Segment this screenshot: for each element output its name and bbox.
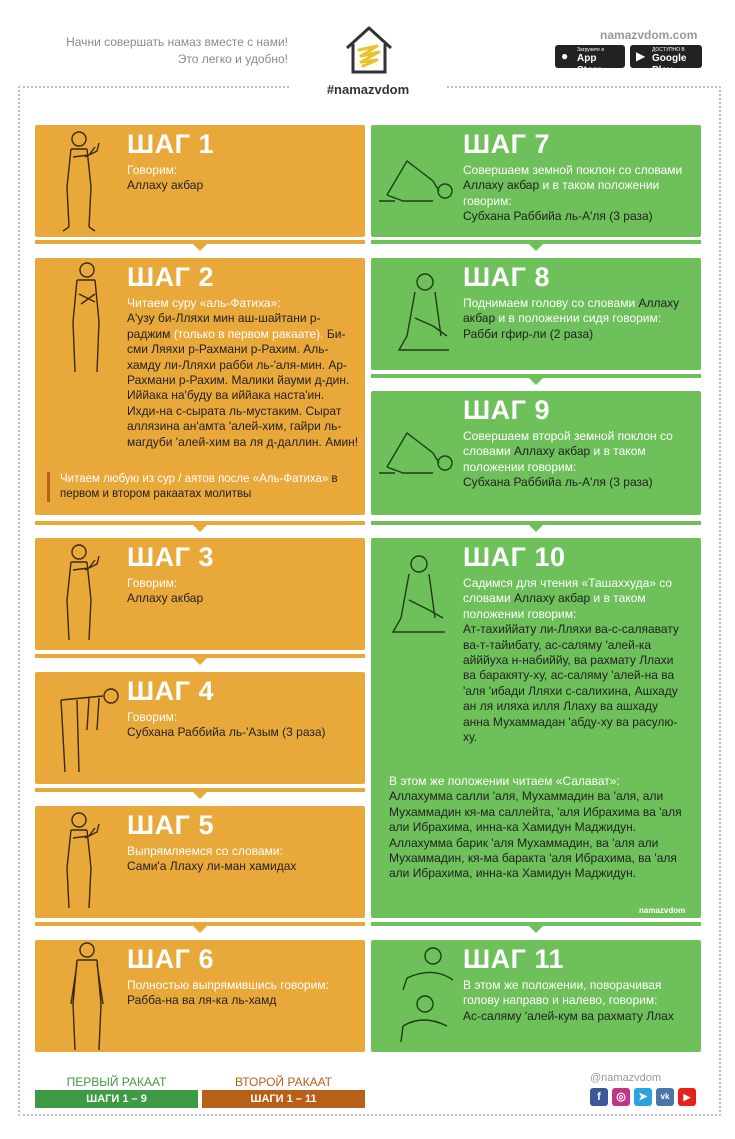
step-10-label-b: и в таком положении говорим: <box>463 591 646 621</box>
play-icon: ▶ <box>636 49 646 63</box>
step-4-label: Говорим: <box>127 710 178 724</box>
step-10-body <box>463 576 687 745</box>
step-11-title: ШАГ 11 <box>463 944 564 974</box>
step-8-card <box>371 258 701 370</box>
vk-icon[interactable]: vk <box>656 1088 674 1106</box>
youtube-icon[interactable]: ▶ <box>678 1088 696 1106</box>
step-7-text: Субхана Раббийа ль-А'ля (3 раза) <box>463 209 653 224</box>
step-5-text: Сами'а Ллаху ли-ман хамидах <box>127 859 297 874</box>
down-arrow-icon <box>192 657 208 665</box>
step-10-label <box>463 576 687 622</box>
instagram-icon[interactable]: ◎ <box>612 1088 630 1106</box>
social-handle: @namazvdom <box>590 1072 662 1084</box>
down-arrow-icon <box>528 524 544 532</box>
step-2-text <box>127 311 359 450</box>
step-10-label-a: Садимся для чтения «Ташаххуда» со словами <box>463 576 673 606</box>
step-5-label: Выпрямляемся со словами: <box>127 844 283 858</box>
step-1-card <box>35 125 365 237</box>
step-8-emphasis: Аллаху акбар <box>463 296 680 326</box>
app-store-button[interactable] <box>555 45 625 76</box>
step-2-extra-note <box>47 472 359 502</box>
step-3-card <box>35 538 365 650</box>
tagline-line-1: Начни совершать намаз вместе с нами! <box>66 35 288 49</box>
step-9-card <box>371 391 701 515</box>
google-play-small: ДОСТУПНО В <box>652 47 685 53</box>
sitting-figure-icon <box>389 266 459 362</box>
step-7-label-a: Совершаем земной поклон со словами <box>463 163 683 177</box>
step-2-text-a: А'узу би-Лляхи мин аш-шайтани р-раджим <box>127 311 321 341</box>
step-7-emphasis: Аллаху акбар <box>463 178 540 193</box>
step-6-label: Полностью выпрямившись говорим: <box>127 978 329 992</box>
step-2-text-b: Би-сми Ляяхи р-Рахмани р-Рахим. Аль-хамду ли-Лляхи рабби ль-'аля-мин. Ар-Рахмани р-Рахим. Малики йауми д-дин. Иййака на'буду ва иййака наста'ин. Ихди-на с-сырата ль-мустаким. Сырат аллязина ан'амта 'алей-хим, гайри ль-магдуби 'алей-хим ва ля д-даллин. Амин! <box>127 326 359 449</box>
step-7-body <box>463 163 685 225</box>
tagline <box>0 34 288 68</box>
salawat-text: Аллахумма салли 'аля, Мухаммадин ва 'аля, али Мухаммадин кя-ма саллейта, 'аля Ибрахима ва 'аля али Ибрахима, инна-ка Хамидун Маджидун. Аллахумма барик 'аля Мухаммадин, ва 'аля али Мухаммадин, кя-ма баракта 'аля Ибрахима, ва 'аля али Ибрахима, инна-ка Хамидун Маджидун. <box>389 789 682 881</box>
step-9-label-a: Совершаем второй земной поклон со словами <box>463 429 673 459</box>
prostration-sujud-figure-icon <box>373 419 461 489</box>
step-3-label: Говорим: <box>127 576 178 590</box>
step-10-emphasis: Аллаху акбар <box>514 591 591 606</box>
step-5-title: ШАГ 5 <box>127 810 214 840</box>
step-11-text: Ас-саляму 'алей-кум ва рахмату Ллах <box>463 1008 674 1023</box>
step-6-text: Рабба-на ва ля-ка ль-хамд <box>127 993 277 1008</box>
step-9-label-b: и в таком положении говорим: <box>463 444 646 474</box>
step-9-title: ШАГ 9 <box>463 395 550 425</box>
watermark: namazvdom <box>639 906 686 915</box>
step-7-label <box>463 163 685 209</box>
telegram-icon[interactable]: ➤ <box>634 1088 652 1106</box>
down-arrow-icon <box>192 524 208 532</box>
tagline-line-2: Это легко и удобно! <box>177 52 288 66</box>
step-7-title: ШАГ 7 <box>463 129 550 159</box>
step-10-title: ШАГ 10 <box>463 542 566 572</box>
google-play-label: Google Play <box>652 53 687 76</box>
apple-icon: ● <box>561 49 569 63</box>
step-3-text: Аллаху акбар <box>127 591 204 606</box>
google-play-button[interactable] <box>630 45 702 76</box>
step-2-note-white: Читаем любую из сур / аятов после «Аль-Фатиха» <box>60 473 329 485</box>
step-6-body <box>127 978 329 1009</box>
bowing-ruku-figure-icon <box>49 680 125 780</box>
step-4-body <box>127 710 326 741</box>
step-2-note-dark: в первом и втором ракаатах молитвы <box>60 473 338 500</box>
step-8-label-b: и в положении сидя говорим: <box>498 311 662 326</box>
legend-first-rakaat-steps: ШАГИ 1 – 9 <box>35 1090 198 1108</box>
step-2-card <box>35 258 365 515</box>
prostration-sujud-figure-icon <box>373 147 461 217</box>
standing-qiyam-figure-icon <box>59 258 115 378</box>
step-8-title: ШАГ 8 <box>463 262 550 292</box>
step-2-title: ШАГ 2 <box>127 262 214 292</box>
step-6-card <box>35 940 365 1052</box>
step-1-label: Говорим: <box>127 163 178 177</box>
step-6-title: ШАГ 6 <box>127 944 214 974</box>
step-4-text: Субхана Раббийа ль-'Азым (3 раза) <box>127 725 326 740</box>
step-9-body <box>463 429 685 491</box>
step-2-body <box>127 296 359 450</box>
step-10-card <box>371 538 701 918</box>
step-3-body <box>127 576 203 607</box>
step-8-label <box>463 296 685 327</box>
standing-straight-figure-icon <box>61 940 115 1056</box>
rising-figure-icon <box>55 808 115 924</box>
turning-head-figure-icon <box>393 942 457 1050</box>
salawat-body <box>389 774 689 882</box>
down-arrow-icon <box>528 925 544 933</box>
legend-first-rakaat-label: ПЕРВЫЙ РАКААТ <box>66 1075 167 1089</box>
step-9-text: Субхана Раббийа ль-А'ля (3 раза) <box>463 475 653 490</box>
step-9-label <box>463 429 685 475</box>
step-4-card <box>35 672 365 784</box>
step-5-body <box>127 844 296 875</box>
app-store-label: App Store <box>577 53 603 76</box>
down-arrow-icon <box>192 791 208 799</box>
step-2-label: Читаем суру «аль-Фатиха»: <box>127 296 281 310</box>
step-1-title: ШАГ 1 <box>127 129 214 159</box>
standing-takbir-figure-icon <box>55 127 115 243</box>
step-4-title: ШАГ 4 <box>127 676 214 706</box>
step-1-text: Аллаху акбар <box>127 178 204 193</box>
step-11-card <box>371 940 701 1052</box>
app-store-small: Загрузите в <box>577 47 604 53</box>
step-5-card <box>35 806 365 918</box>
step-10-text: Ат-тахиййату ли-Лляхи ва-с-саляавату ва-т-тайибату, ас-саляму 'алей-ка айййуха н-набиййу, ва рахмату Ллахи ва баракяту-ху, ас-саляму 'алей-на ва 'аля 'ибади Лляхи с-салихина, Ашхаду ан ля иляха илля Ллаху ва ашхаду анна Мухаммадан 'абду-ху ва расулю-ху. <box>463 622 679 745</box>
legend-second-rakaat-steps: ШАГИ 1 – 11 <box>202 1090 365 1108</box>
step-1-body <box>127 163 203 194</box>
facebook-icon[interactable]: f <box>590 1088 608 1106</box>
standing-takbir-figure-icon <box>55 540 115 656</box>
down-arrow-icon <box>528 243 544 251</box>
site-url[interactable]: namazvdom.com <box>600 28 698 42</box>
tashahhud-sitting-figure-icon <box>385 548 455 644</box>
house-logo-icon <box>341 22 397 78</box>
step-11-body <box>463 978 685 1024</box>
step-8-text: Рабби гфир-ли (2 раза) <box>463 326 594 341</box>
step-8-label-a: Поднимаем голову со словами <box>463 296 636 310</box>
step-11-label: В этом же положении, поворачивая голову направо и налево, говорим: <box>463 978 662 1008</box>
step-9-emphasis: Аллаху акбар <box>514 444 591 459</box>
step-3-title: ШАГ 3 <box>127 542 214 572</box>
down-arrow-icon <box>192 925 208 933</box>
step-8-body <box>463 296 685 342</box>
step-7-label-b: и в таком положении говорим: <box>463 178 660 208</box>
step-7-card <box>371 125 701 237</box>
hashtag: #namazvdom <box>326 82 410 97</box>
salawat-label: В этом же положении читаем «Салават»: <box>389 774 620 788</box>
down-arrow-icon <box>192 243 208 251</box>
legend-second-rakaat-label: ВТОРОЙ РАКААТ <box>235 1075 332 1089</box>
down-arrow-icon <box>528 377 544 385</box>
step-2-hint: (только в первом ракаате). <box>173 326 324 341</box>
